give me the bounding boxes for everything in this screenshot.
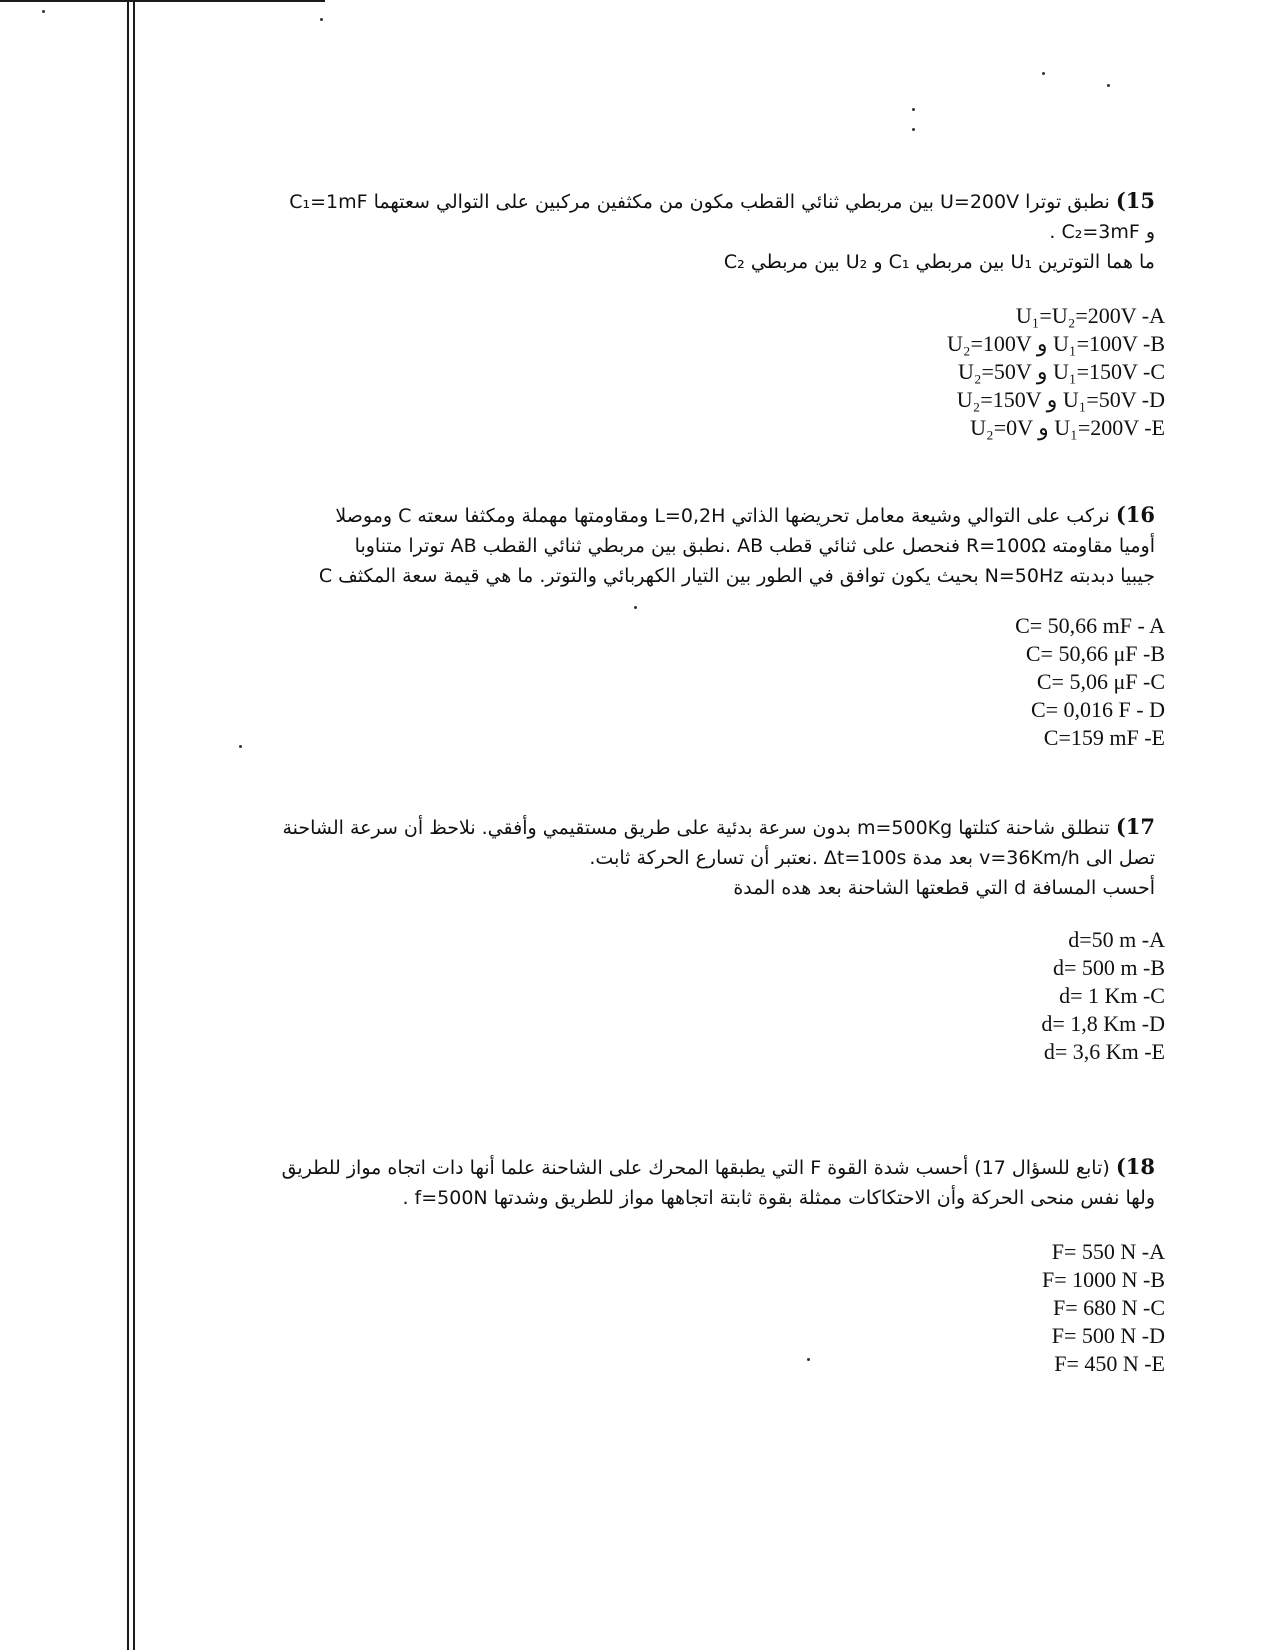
scan-speck: [1042, 72, 1045, 75]
question-line: جيبيا دبدبته N=50Hz بحيث يكون توافق في الطور بين التيار الكهربائي والتوتر. ما هي قيمة سعة المكثف C: [318, 565, 1155, 587]
question-line: 15) نطبق توترا U=200V بين مربطي ثنائي القطب مكون من مكثفين مركبين على التوالي سعتهما C₁=1mF: [289, 188, 1155, 213]
answer-options-17: [1041, 926, 1165, 1066]
question-17: [195, 812, 1155, 903]
answer-options-16: [1015, 612, 1165, 752]
answer-option-a[interactable]: C= 50,66 mF - A: [1015, 613, 1165, 638]
answer-option-b[interactable]: d= 500 m -B: [1052, 955, 1165, 980]
answer-option-d[interactable]: d= 1,8 Km -D: [1041, 1011, 1165, 1036]
question-line: ما هما التوترين U₁ بين مربطي C₁ و U₂ بين مربطي C₂: [723, 251, 1155, 273]
answer-option-d[interactable]: F= 500 N -D: [1051, 1323, 1165, 1348]
scan-speck: [320, 18, 323, 21]
question-number: 17): [1115, 814, 1155, 839]
question-number: 15): [1115, 188, 1155, 213]
question-line: أوميا مقاومته R=100Ω فنحصل على ثنائي قطب AB .نطبق بين مربطي ثنائي القطب AB توترا متناوبا: [354, 535, 1155, 557]
question-line: 18) (تابع للسؤال 17) أحسب شدة القوة F التي يطبقها المحرك على الشاحنة علما أنها دات اتجاه مواز للطريق: [281, 1154, 1155, 1179]
answer-option-b[interactable]: U₂=100V و U₁=100V -B: [946, 331, 1165, 356]
answer-option-d[interactable]: U₂=150V و U₁=50V -D: [956, 387, 1165, 412]
answer-option-a[interactable]: F= 550 N -A: [1051, 1239, 1165, 1264]
answer-option-c[interactable]: C= 5,06 μF -C: [1036, 669, 1165, 694]
answer-option-c[interactable]: F= 680 N -C: [1052, 1295, 1165, 1320]
answer-option-e[interactable]: C=159 mF -E: [1043, 725, 1165, 750]
question-line: ولها نفس منحى الحركة وأن الاحتكاكات ممثلة بقوة ثابتة اتجاهها مواز للطريق وشدتها f=500N .: [402, 1187, 1155, 1209]
scan-speck: [1107, 84, 1110, 87]
answer-option-c[interactable]: d= 1 Km -C: [1059, 983, 1165, 1008]
top-border-line: [0, 0, 325, 2]
question-18: [195, 1152, 1155, 1213]
question-line: 17) تنطلق شاحنة كتلتها m=500Kg بدون سرعة بدئية على طريق مستقيمي وأفقي. نلاحظ أن سرعة الشاحنة: [282, 814, 1155, 839]
answer-option-b[interactable]: C= 50,66 μF -B: [1025, 641, 1165, 666]
question-line: 16) نركب على التوالي وشيعة معامل تحريضها الذاتي L=0,2H ومقاومتها مهملة ومكثفا سعته C وموصلا: [335, 502, 1155, 527]
question-line: و C₂=3mF .: [1049, 221, 1155, 243]
answer-option-a[interactable]: d=50 m -A: [1068, 927, 1165, 952]
margin-line-left: [127, 0, 129, 1650]
scan-speck: [634, 606, 637, 609]
question-line: أحسب المسافة d التي قطعتها الشاحنة بعد هده المدة: [733, 877, 1155, 899]
scan-speck: [912, 108, 915, 111]
scan-speck: [807, 1358, 810, 1361]
question-line: تصل الى v=36Km/h بعد مدة Δt=100s .نعتبر أن تسارع الحركة ثابت.: [589, 847, 1155, 869]
question-number: 18): [1115, 1154, 1155, 1179]
answer-options-18: [1042, 1238, 1165, 1378]
answer-option-a[interactable]: U₁=U₂=200V -A: [1015, 303, 1165, 328]
answer-options-15: [947, 302, 1165, 442]
answer-option-e[interactable]: d= 3,6 Km -E: [1043, 1039, 1165, 1064]
answer-option-d[interactable]: C= 0,016 F - D: [1030, 697, 1165, 722]
scan-speck: [912, 128, 915, 131]
scan-speck: [42, 10, 45, 13]
margin-line-right: [133, 0, 135, 1650]
scan-speck: [239, 745, 242, 748]
answer-option-c[interactable]: U₂=50V و U₁=150V -C: [957, 359, 1165, 384]
question-number: 16): [1115, 502, 1155, 527]
answer-option-e[interactable]: U₂=0V و U₁=200V -E: [970, 415, 1165, 440]
question-15: [195, 186, 1155, 277]
answer-option-e[interactable]: F= 450 N -E: [1054, 1351, 1165, 1376]
answer-option-b[interactable]: F= 1000 N -B: [1041, 1267, 1165, 1292]
question-16: [195, 500, 1155, 591]
